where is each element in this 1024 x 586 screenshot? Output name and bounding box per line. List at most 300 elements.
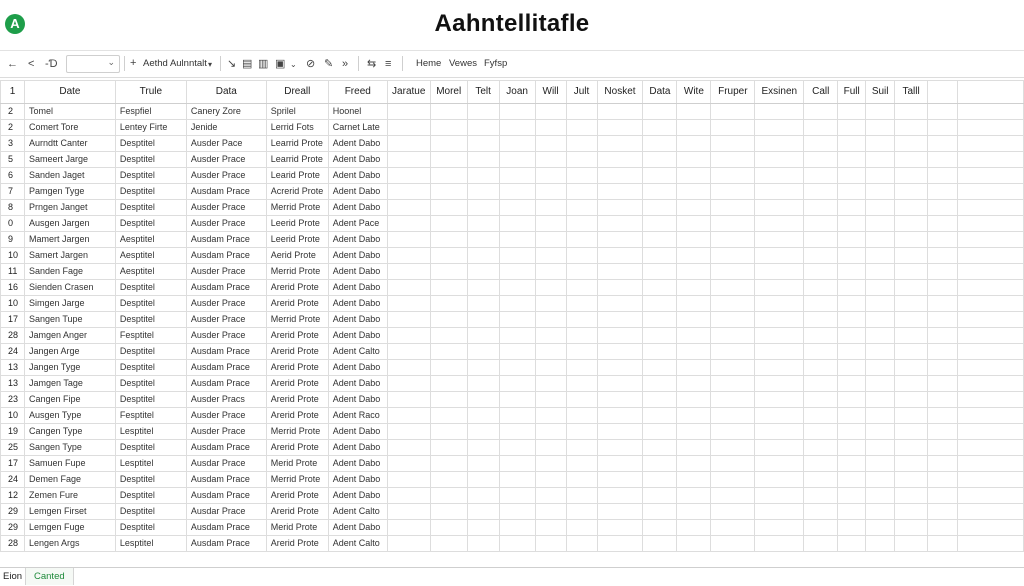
grid-cell[interactable] [866,232,895,248]
grid-cell[interactable]: Acrerid Prote [266,184,328,200]
grid-cell[interactable] [535,232,566,248]
grid-cell[interactable] [928,360,958,376]
grid-cell[interactable]: Jamgen Tage [24,376,115,392]
grid-cell[interactable]: Tomel [24,104,115,120]
grid-cell[interactable] [387,280,430,296]
grid-cell[interactable] [499,520,535,536]
grid-cell[interactable] [566,296,597,312]
grid-cell[interactable] [958,312,1024,328]
grid-cell[interactable] [643,344,677,360]
font-dropdown-icon[interactable]: ▾ [208,60,213,69]
grid-cell[interactable] [804,456,838,472]
grid-cell[interactable] [566,264,597,280]
grid-cell[interactable] [566,200,597,216]
grid-cell[interactable]: Ausdar Prace [186,456,266,472]
grid-cell[interactable] [677,376,711,392]
grid-cell[interactable] [711,312,755,328]
grid-cell[interactable] [804,392,838,408]
grid-cell[interactable] [711,328,755,344]
grid-cell[interactable] [535,216,566,232]
grid-cell[interactable]: Ausder Prace [186,168,266,184]
grid-cell[interactable] [467,488,499,504]
grid-cell[interactable]: Aerid Prote [266,248,328,264]
grid-cell[interactable] [804,312,838,328]
grid-cell[interactable] [467,472,499,488]
grid-cell[interactable] [928,392,958,408]
grid-cell[interactable] [711,152,755,168]
grid-cell[interactable] [643,168,677,184]
grid-cell[interactable] [711,104,755,120]
grid-cell[interactable] [677,136,711,152]
grid-cell[interactable]: Lemgen Firset [24,504,115,520]
grid-cell[interactable] [499,264,535,280]
grid-cell[interactable] [804,344,838,360]
grid-cell[interactable]: Ausder Prace [186,424,266,440]
zoom-select[interactable] [66,55,120,73]
grid-cell[interactable]: Arerid Prote [266,360,328,376]
grid-cell[interactable] [467,456,499,472]
grid-cell[interactable] [566,216,597,232]
grid-cell[interactable] [928,344,958,360]
grid-cell[interactable] [535,392,566,408]
grid-cell[interactable] [895,248,928,264]
grid-cell[interactable]: Cangen Type [24,424,115,440]
row-number[interactable]: 5 [1,152,25,168]
grid-cell[interactable] [866,136,895,152]
grid-cell[interactable] [866,152,895,168]
grid-cell[interactable] [430,360,467,376]
grid-cell[interactable] [467,264,499,280]
grid-cell[interactable] [643,440,677,456]
row-number[interactable]: 6 [1,168,25,184]
grid-cell[interactable] [467,280,499,296]
grid-cell[interactable]: Adent Dabo [328,200,387,216]
grid-cell[interactable]: Desptitel [115,312,186,328]
grid-cell[interactable]: Ausdam Prace [186,520,266,536]
grid-cell[interactable] [958,392,1024,408]
grid-cell[interactable] [643,120,677,136]
grid-cell[interactable]: Lesptitel [115,424,186,440]
grid-cell[interactable] [895,168,928,184]
grid-cell[interactable] [430,408,467,424]
grid-cell[interactable] [677,488,711,504]
grid-cell[interactable] [755,520,804,536]
row-number[interactable]: 10 [1,296,25,312]
grid-cell[interactable] [866,344,895,360]
row-number[interactable]: 29 [1,504,25,520]
grid-cell[interactable]: Lentey Firte [115,120,186,136]
grid-cell[interactable] [838,504,866,520]
grid-cell[interactable] [928,152,958,168]
grid-cell[interactable]: Arerid Prote [266,536,328,552]
grid-cell[interactable] [866,328,895,344]
grid-cell[interactable]: Carnet Late [328,120,387,136]
font-select[interactable]: Aethd Aulnntalt [143,58,207,69]
grid-cell[interactable] [928,472,958,488]
grid-cell[interactable] [958,536,1024,552]
grid-cell[interactable] [430,200,467,216]
grid-cell[interactable] [838,408,866,424]
grid-cell[interactable]: Adent Dabo [328,136,387,152]
grid-cell[interactable] [866,120,895,136]
grid-cell[interactable] [866,488,895,504]
grid-cell[interactable] [597,408,643,424]
grid-cell[interactable] [838,200,866,216]
grid-cell[interactable] [430,232,467,248]
grid-cell[interactable] [804,296,838,312]
grid-cell[interactable] [499,248,535,264]
grid-cell[interactable] [535,136,566,152]
grid-cell[interactable] [597,264,643,280]
grid-cell[interactable] [535,328,566,344]
grid-cell[interactable] [838,184,866,200]
row-number[interactable]: 13 [1,376,25,392]
grid-cell[interactable] [804,376,838,392]
grid-cell[interactable] [387,248,430,264]
grid-cell[interactable] [430,328,467,344]
grid-cell[interactable] [643,104,677,120]
grid-cell[interactable] [866,392,895,408]
grid-cell[interactable]: Adent Dabo [328,312,387,328]
grid-cell[interactable]: Adent Calto [328,536,387,552]
grid-cell[interactable] [838,280,866,296]
row-number[interactable]: 0 [1,216,25,232]
grid-cell[interactable] [677,472,711,488]
grid-cell[interactable] [566,520,597,536]
grid-cell[interactable]: Ausder Prace [186,312,266,328]
grid-cell[interactable] [430,488,467,504]
grid-cell[interactable] [597,520,643,536]
grid-cell[interactable] [958,472,1024,488]
grid-cell[interactable] [535,408,566,424]
grid-cell[interactable] [499,312,535,328]
row-number[interactable]: 17 [1,312,25,328]
grid-cell[interactable]: Aesptitel [115,248,186,264]
grid-cell[interactable] [566,248,597,264]
grid-cell[interactable] [535,280,566,296]
grid-cell[interactable] [643,184,677,200]
grid-cell[interactable] [387,344,430,360]
grid-cell[interactable] [958,440,1024,456]
grid-cell[interactable]: Adent Dabo [328,488,387,504]
grid-cell[interactable] [958,328,1024,344]
grid-cell[interactable] [430,504,467,520]
grid-cell[interactable] [467,328,499,344]
grid-cell[interactable] [499,424,535,440]
grid-cell[interactable] [677,312,711,328]
grid-cell[interactable] [755,472,804,488]
grid-cell[interactable] [866,376,895,392]
grid-cell[interactable] [866,536,895,552]
grid-cell[interactable]: Arerid Prote [266,488,328,504]
grid-cell[interactable] [430,216,467,232]
grid-cell[interactable] [597,232,643,248]
row-number[interactable]: 19 [1,424,25,440]
grid-cell[interactable] [677,424,711,440]
grid-cell[interactable] [535,104,566,120]
grid-cell[interactable] [467,424,499,440]
row-number[interactable]: 9 [1,232,25,248]
column-header[interactable]: Jult [566,81,597,104]
grid-cell[interactable] [499,232,535,248]
grid-cell[interactable] [643,472,677,488]
grid-cell[interactable] [430,104,467,120]
grid-cell[interactable] [430,392,467,408]
grid-cell[interactable] [804,408,838,424]
grid-cell[interactable] [467,440,499,456]
grid-cell[interactable] [535,344,566,360]
grid-cell[interactable]: Desptitel [115,472,186,488]
grid-cell[interactable] [597,296,643,312]
grid-cell[interactable] [677,104,711,120]
grid-cell[interactable] [895,312,928,328]
grid-cell[interactable] [711,376,755,392]
grid-cell[interactable] [430,120,467,136]
grid-cell[interactable] [499,504,535,520]
column-header[interactable]: Nosket [597,81,643,104]
grid-cell[interactable]: Merrid Prote [266,312,328,328]
clipboard-icon[interactable]: ▥ [258,58,269,70]
grid-cell[interactable] [535,200,566,216]
grid-cell[interactable] [430,248,467,264]
grid-cell[interactable] [499,328,535,344]
row-number[interactable]: 23 [1,392,25,408]
grid-cell[interactable] [566,232,597,248]
grid-cell[interactable] [499,296,535,312]
grid-cell[interactable] [643,456,677,472]
grid-cell[interactable] [566,360,597,376]
grid-cell[interactable] [804,520,838,536]
grid-cell[interactable] [499,440,535,456]
grid-cell[interactable]: Aesptitel [115,232,186,248]
grid-cell[interactable] [838,360,866,376]
grid-cell[interactable] [499,408,535,424]
grid-cell[interactable] [866,200,895,216]
grid-cell[interactable] [535,504,566,520]
column-header[interactable]: Joan [499,81,535,104]
grid-cell[interactable] [677,408,711,424]
grid-cell[interactable]: Adent Calto [328,504,387,520]
grid-cell[interactable] [467,360,499,376]
grid-cell[interactable] [535,376,566,392]
grid-cell[interactable] [387,232,430,248]
paint-format-icon[interactable]: ↘ [227,58,237,70]
grid-cell[interactable] [895,504,928,520]
grid-cell[interactable] [711,440,755,456]
menu-views[interactable]: Vewes [449,58,477,69]
grid-cell[interactable]: Arerid Prote [266,440,328,456]
grid-cell[interactable]: Ausder Prace [186,200,266,216]
column-header[interactable]: Freed [328,81,387,104]
column-header[interactable]: Telt [467,81,499,104]
grid-cell[interactable]: Ausdam Prace [186,440,266,456]
grid-cell[interactable] [958,520,1024,536]
grid-cell[interactable] [804,216,838,232]
row-number[interactable]: 17 [1,456,25,472]
grid-cell[interactable] [535,472,566,488]
grid-cell[interactable] [866,424,895,440]
grid-cell[interactable] [387,296,430,312]
grid-cell[interactable] [597,248,643,264]
grid-cell[interactable]: Ausgen Type [24,408,115,424]
grid-cell[interactable] [597,280,643,296]
grid-cell[interactable] [838,392,866,408]
grid-cell[interactable]: Arerid Prote [266,344,328,360]
grid-cell[interactable] [677,296,711,312]
previous-icon[interactable]: < [28,58,35,70]
grid-cell[interactable] [928,520,958,536]
grid-cell[interactable] [535,312,566,328]
grid-cell[interactable] [895,104,928,120]
grid-cell[interactable] [711,488,755,504]
grid-cell[interactable] [535,456,566,472]
grid-cell[interactable]: Merid Prote [266,456,328,472]
grid-cell[interactable] [958,232,1024,248]
grid-cell[interactable] [928,200,958,216]
grid-cell[interactable]: Adent Dabo [328,264,387,280]
grid-cell[interactable]: Adent Calto [328,344,387,360]
grid-cell[interactable]: Sienden Crasen [24,280,115,296]
grid-cell[interactable] [838,104,866,120]
grid-cell[interactable]: Adent Pace [328,216,387,232]
grid-cell[interactable] [928,120,958,136]
grid-cell[interactable]: Desptitel [115,504,186,520]
grid-cell[interactable] [643,520,677,536]
grid-cell[interactable] [499,344,535,360]
grid-cell[interactable] [677,200,711,216]
column-header[interactable]: Talll [895,81,928,104]
grid-cell[interactable] [566,472,597,488]
grid-cell[interactable]: Desptitel [115,296,186,312]
grid-cell[interactable] [535,360,566,376]
grid-cell[interactable] [597,216,643,232]
grid-cell[interactable] [643,296,677,312]
grid-cell[interactable] [958,488,1024,504]
copy-icon[interactable]: ▤ [242,58,253,70]
grid-cell[interactable] [928,296,958,312]
grid-cell[interactable] [430,440,467,456]
column-header[interactable]: Wite [677,81,711,104]
grid-cell[interactable]: Arerid Prote [266,392,328,408]
grid-cell[interactable] [838,312,866,328]
grid-cell[interactable]: Adent Dabo [328,280,387,296]
grid-cell[interactable] [755,504,804,520]
grid-cell[interactable] [711,504,755,520]
grid-cell[interactable] [387,216,430,232]
grid-cell[interactable]: Ausder Prace [186,328,266,344]
row-number[interactable]: 12 [1,488,25,504]
grid-cell[interactable]: Desptitel [115,280,186,296]
grid-cell[interactable]: Adent Dabo [328,328,387,344]
grid-cell[interactable]: Ausdam Prace [186,376,266,392]
grid-cell[interactable] [430,136,467,152]
grid-cell[interactable] [958,200,1024,216]
grid-cell[interactable] [387,456,430,472]
grid-cell[interactable] [928,264,958,280]
grid-cell[interactable]: Prngen Janget [24,200,115,216]
grid-cell[interactable] [387,424,430,440]
grid-cell[interactable] [755,344,804,360]
grid-cell[interactable] [387,184,430,200]
grid-cell[interactable] [711,120,755,136]
grid-cell[interactable] [467,152,499,168]
grid-cell[interactable] [755,136,804,152]
grid-cell[interactable] [597,424,643,440]
grid-cell[interactable] [804,152,838,168]
grid-cell[interactable] [535,536,566,552]
grid-cell[interactable]: Learrid Prote [266,136,328,152]
grid-cell[interactable] [958,408,1024,424]
grid-cell[interactable] [711,248,755,264]
grid-cell[interactable] [499,200,535,216]
grid-cell[interactable] [597,152,643,168]
grid-cell[interactable] [387,376,430,392]
grid-cell[interactable] [838,424,866,440]
grid-cell[interactable] [387,152,430,168]
row-number[interactable]: 13 [1,360,25,376]
grid-cell[interactable] [838,472,866,488]
grid-cell[interactable] [643,312,677,328]
grid-cell[interactable] [467,104,499,120]
grid-cell[interactable] [467,392,499,408]
grid-cell[interactable] [755,152,804,168]
column-header[interactable] [958,81,1024,104]
grid-cell[interactable]: Ausdam Prace [186,472,266,488]
grid-cell[interactable] [838,296,866,312]
grid-cell[interactable]: Sanden Fage [24,264,115,280]
grid-cell[interactable] [643,424,677,440]
grid-cell[interactable] [535,120,566,136]
grid-cell[interactable] [755,376,804,392]
grid-cell[interactable]: Adent Dabo [328,248,387,264]
grid-cell[interactable] [430,152,467,168]
grid-cell[interactable] [597,392,643,408]
grid-cell[interactable] [597,488,643,504]
grid-cell[interactable] [838,376,866,392]
grid-cell[interactable] [895,424,928,440]
grid-cell[interactable] [499,136,535,152]
grid-cell[interactable] [711,408,755,424]
grid-cell[interactable]: Adent Dabo [328,360,387,376]
grid-cell[interactable] [566,312,597,328]
grid-cell[interactable] [643,264,677,280]
grid-cell[interactable] [566,504,597,520]
grid-cell[interactable] [643,232,677,248]
grid-cell[interactable] [895,440,928,456]
grid-cell[interactable] [804,200,838,216]
grid-cell[interactable] [430,264,467,280]
grid-cell[interactable] [838,440,866,456]
grid-cell[interactable] [838,248,866,264]
grid-cell[interactable]: Adent Dabo [328,392,387,408]
grid-cell[interactable] [467,232,499,248]
grid-cell[interactable] [387,440,430,456]
grid-cell[interactable] [838,520,866,536]
grid-cell[interactable] [566,328,597,344]
pencil-icon[interactable]: ✎ [324,58,334,70]
row-number[interactable]: 2 [1,104,25,120]
grid-cell[interactable] [535,296,566,312]
corner-cell[interactable]: 1 [1,81,25,104]
grid-cell[interactable] [755,328,804,344]
grid-cell[interactable] [711,344,755,360]
grid-cell[interactable]: Pamgen Tyge [24,184,115,200]
grid-cell[interactable] [804,104,838,120]
grid-cell[interactable] [755,536,804,552]
grid-cell[interactable]: Zemen Fure [24,488,115,504]
grid-cell[interactable] [677,440,711,456]
column-header[interactable]: Trule [115,81,186,104]
